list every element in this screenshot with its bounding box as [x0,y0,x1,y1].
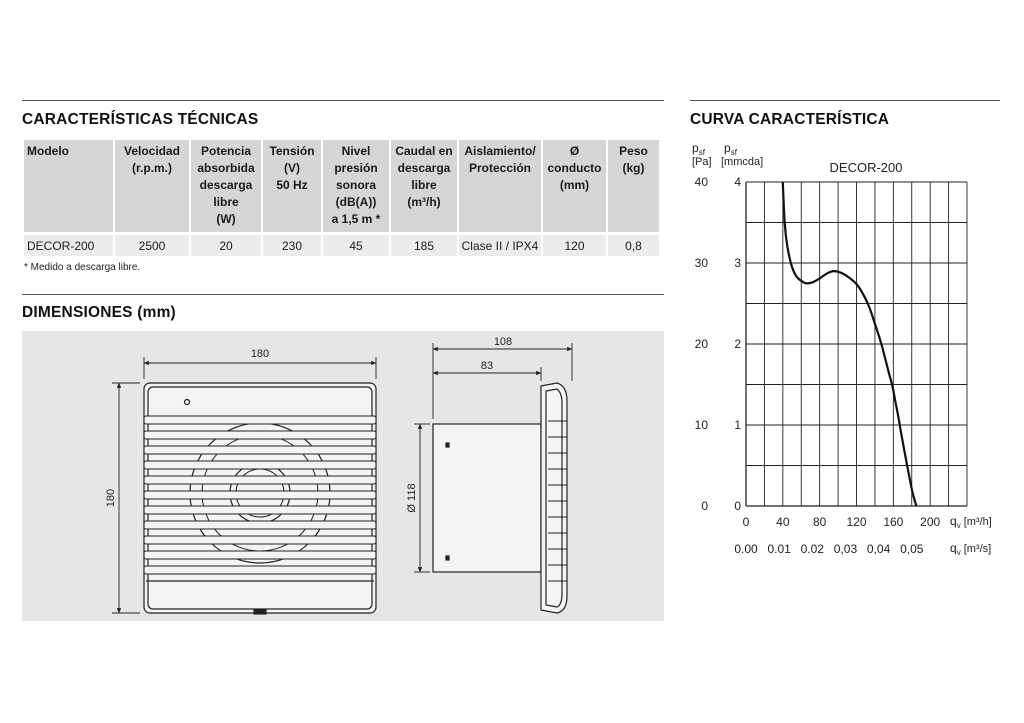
cell-aislamiento: Clase II / IPX4 [459,232,541,256]
x-tick-label-m3s: 0.01 [767,542,791,556]
x-tick-label-m3s: 0,03 [833,542,858,556]
dimensions-svg [22,331,664,621]
y-tick-label-pa: 10 [694,418,708,432]
cell-modelo: DECOR-200 [24,232,113,256]
ylabel-right-unit: [mmcda] [721,156,764,168]
header-line: (r.p.m.) [131,161,172,175]
dims-title: DIMENSIONES (mm) [22,304,176,321]
header-line: Tensión [269,144,315,158]
header-peso [608,140,659,232]
header-line: (dB(A)) [335,195,377,209]
dimensions-drawing [22,331,664,621]
header-line: descarga [397,161,451,175]
header-line: Potencia [200,144,251,158]
header-modelo [24,140,113,232]
svg-text:psf [724,141,738,157]
header-line: a 1,5 m * [331,212,381,226]
y-tick-label-pa: 20 [694,337,708,351]
y-tick-label-mmcda: 1 [734,418,741,432]
table-header-row [24,140,659,232]
header-line: presión [334,161,378,175]
x-tick-label-m3s: 0,04 [866,542,891,556]
header-line: libre [213,195,239,209]
header-nivel [323,140,389,232]
y-tick-label-mmcda: 3 [734,256,741,270]
header-line: (W) [216,212,236,226]
ylabel-left: p [692,141,699,155]
header-conducto [543,140,606,232]
dim-front-height: 180 [105,488,117,508]
x-tick-label-m3h: 200 [920,515,941,529]
curve-svg [688,130,1024,570]
front-view [144,383,376,614]
header-line: Velocidad [123,144,181,158]
ylabel-left-unit: [Pa] [692,156,712,168]
cell-tension: 230 [263,232,321,256]
header-line: 50 Hz [276,178,308,192]
ylabel-right: p [724,141,731,155]
curve-title: CURVA CARACTERÍSTICA [690,111,890,128]
cell-peso: 0,8 [608,232,659,256]
chart-title: DECOR-200 [829,160,903,175]
y-tick-label-mmcda: 0 [734,499,741,513]
dim-side-total: 108 [493,336,513,348]
cell-potencia: 20 [191,232,261,256]
xlabel-top-unit: [m³/h] [963,516,992,528]
x-tick-label-m3h: 160 [883,515,904,529]
header-line: Peso [619,144,648,158]
cell-nivel: 45 [323,232,389,256]
y-tick-label-pa: 0 [701,499,708,513]
cell-caudal: 185 [391,232,457,256]
header-line: descarga [199,178,253,192]
header-caudal [391,140,457,232]
tech-title: CARACTERÍSTICAS TÉCNICAS [22,111,259,128]
y-tick-label-pa: 30 [694,256,708,270]
x-tick-label-m3h: 0 [742,515,750,529]
divider-dims [22,294,664,295]
svg-text:qv[m³/s] [950,541,991,557]
xlabel-bottom-unit: [m³/s] [963,543,992,555]
header-line: conducto [547,161,602,175]
cell-conducto: 120 [543,232,606,256]
header-line: Ø [569,144,580,158]
divider-curve [690,100,1000,101]
xlabel-bottom-sub: v [956,548,961,557]
y-tick-label-mmcda: 4 [734,175,741,189]
x-tick-label-m3h: 120 [846,515,867,529]
cell-velocidad: 2500 [115,232,189,256]
header-line: sonora [335,178,376,192]
specs-table [22,140,661,256]
table-row [24,232,659,256]
ylabel-right-sub: sf [730,148,737,157]
xlabel-top-sub: v [956,521,961,530]
dim-duct-diameter: Ø 118 [406,483,418,513]
header-line: (mm) [559,178,590,192]
header-line: Nivel [341,144,371,158]
x-tick-label-m3s: 0.00 [734,542,758,556]
header-line: Modelo [27,144,69,158]
header-line: libre [411,178,437,192]
header-potencia [191,140,261,232]
x-tick-label-m3s: 0,05 [900,542,924,556]
y-tick-label-pa: 40 [694,175,708,189]
x-tick-label-m3s: 0.02 [800,542,824,556]
header-line: (V) [284,161,300,175]
x-tick-label-m3h: 40 [776,515,790,529]
svg-text:qv[m³/h] [950,514,992,530]
chart-grid [746,182,967,506]
header-line: absorbida [197,161,255,175]
header-aislamiento [459,140,541,232]
header-line: (m³/h) [407,195,441,209]
header-velocidad [115,140,189,232]
svg-text:psf [692,141,706,157]
header-line: (kg) [622,161,645,175]
y-tick-label-mmcda: 2 [734,337,741,351]
x-tick-label-m3h: 80 [812,515,827,529]
dim-front-width: 180 [250,348,270,360]
divider-tech [22,100,664,101]
header-line: Caudal en [395,144,453,158]
xlabel-bottom: q [950,541,957,555]
side-view [433,383,567,613]
dim-side-body: 83 [480,360,494,372]
header-line: Protección [468,161,531,175]
footnote: * Medido a descarga libre. [24,262,141,273]
header-line: Aislamiento/ [464,144,536,158]
ylabel-left-sub: sf [698,148,705,157]
chart-ticks [695,175,941,556]
xlabel-top: q [950,514,957,528]
header-tension [263,140,321,232]
characteristic-curve [688,130,1024,570]
